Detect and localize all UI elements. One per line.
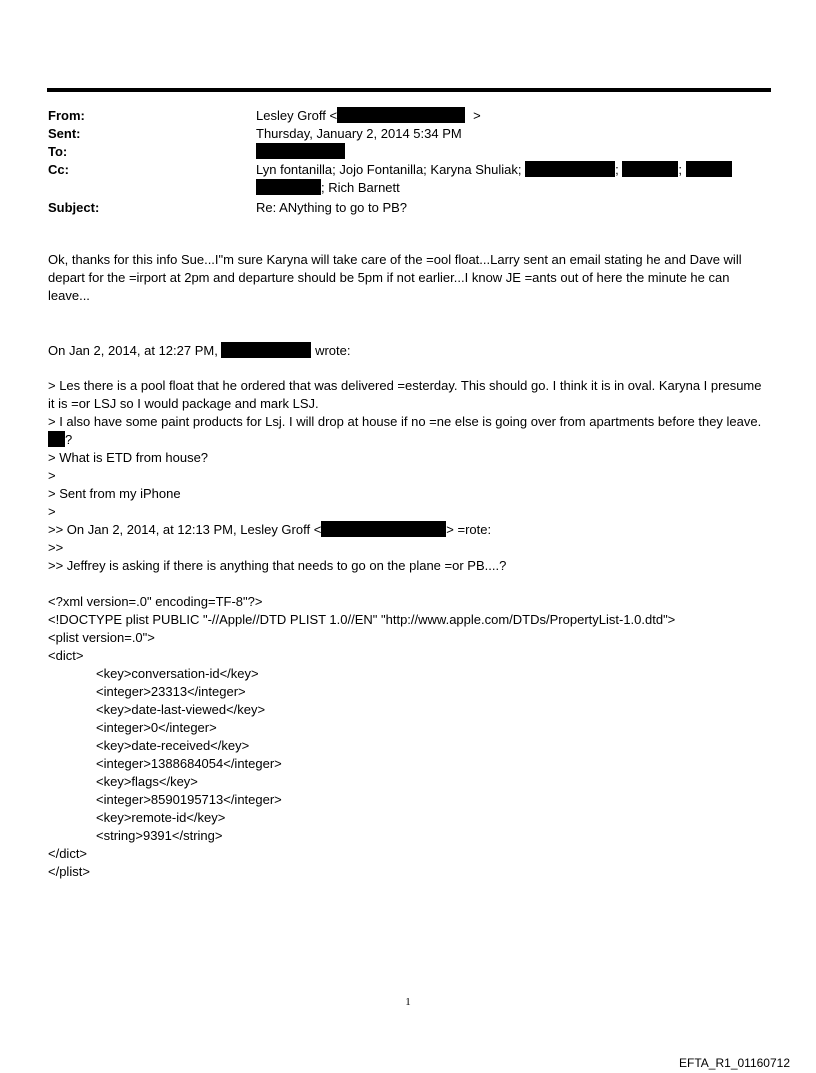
reply-suffix: wrote: [315, 343, 351, 358]
cc-value-line2 [256, 179, 400, 197]
cc-label: Cc: [48, 162, 69, 177]
quote-text-end: ? [65, 432, 73, 447]
reply-line [48, 342, 770, 360]
plist-line: <dict> [48, 648, 84, 663]
redaction [337, 107, 465, 123]
cc-names-cont: ; Rich Barnett [321, 180, 400, 195]
plist-line: </plist> [48, 864, 90, 879]
quote-line: > What is ETD from house? [48, 450, 209, 465]
plist-line: <plist version=.0"> [48, 630, 155, 645]
plist-line: <integer>23313</integer> [96, 684, 246, 699]
quote-line: >> [48, 540, 64, 555]
page-number: 1 [405, 996, 411, 1008]
from-close: > [473, 108, 481, 123]
quote-line: > Les there is a pool float that he ordered that was delivered =esterday. This should go. I think it is in oval. Karyna I presume it is =or LSJ so I would package and mark LSJ. [48, 378, 762, 411]
redaction [525, 161, 615, 177]
sent-value: Thursday, January 2, 2014 5:34 PM [256, 126, 462, 141]
plist-line: <key>date-received</key> [96, 738, 250, 753]
quote-line [48, 413, 770, 449]
plist-line: <key>conversation-id</key> [96, 666, 259, 681]
plist-block [48, 593, 770, 881]
cc-separator: ; [678, 162, 682, 177]
quote-line: > [48, 468, 56, 483]
quote-text: > I also have some paint products for Lsj. I will drop at house if no =ne else is going over from apartments before they leave. [48, 414, 762, 429]
cc-names: Lyn fontanilla; Jojo Fontanilla; Karyna Shuliak; [256, 162, 522, 177]
to-value [256, 143, 345, 161]
redaction [321, 521, 446, 537]
plist-line: <key>flags</key> [96, 774, 198, 789]
quoted-message [48, 377, 770, 575]
plist-line: </dict> [48, 846, 88, 861]
sent-label: Sent: [48, 126, 81, 141]
message-text: Ok, thanks for this info Sue...I"m sure Karyna will take care of the =ool float...Larry sent an email stating he and Dave will depart for the =irport at 2pm and departure should be 5pm if not earlier...I know JE =ants out of here the minute he can leave... [48, 252, 742, 303]
quote-text-end: > =rote: [446, 522, 492, 537]
quote-line: > [48, 504, 56, 519]
plist-line: <integer>1388684054</integer> [96, 756, 282, 771]
message-paragraph [48, 251, 770, 305]
quote-line: >> Jeffrey is asking if there is anything that needs to go on the plane =or PB....? [48, 558, 507, 573]
subject-label: Subject: [48, 200, 100, 215]
redaction [48, 431, 65, 447]
reply-prefix: On Jan 2, 2014, at 12:27 PM, [48, 343, 218, 358]
document-id: EFTA_R1_01160712 [679, 1056, 790, 1070]
redaction [256, 143, 345, 159]
to-label: To: [48, 144, 68, 159]
from-name: Lesley Groff < [256, 108, 338, 123]
quote-text: >> On Jan 2, 2014, at 12:13 PM, Lesley Groff < [48, 522, 322, 537]
plist-line: <integer>0</integer> [96, 720, 217, 735]
quote-line: > Sent from my iPhone [48, 486, 181, 501]
redaction [256, 179, 321, 195]
cc-separator: ; [615, 162, 619, 177]
from-label: From: [48, 108, 85, 123]
plist-line: <key>remote-id</key> [96, 810, 226, 825]
header-rule [47, 88, 771, 92]
redaction [221, 342, 311, 358]
quote-line [48, 521, 770, 539]
from-value [256, 107, 481, 125]
plist-line: <integer>8590195713</integer> [96, 792, 282, 807]
redaction [686, 161, 732, 177]
reply-header [48, 342, 770, 360]
plist-line: <string>9391</string> [96, 828, 223, 843]
redaction [622, 161, 678, 177]
plist-line: <!DOCTYPE plist PUBLIC "-//Apple//DTD PLIST 1.0//EN" "http://www.apple.com/DTDs/PropertyList-1.0.dtd"> [48, 612, 676, 627]
plist-line: <key>date-last-viewed</key> [96, 702, 266, 717]
cc-value-line1 [256, 161, 732, 179]
email-header [48, 107, 772, 219]
plist-line: <?xml version=.0" encoding=TF-8"?> [48, 594, 263, 609]
subject-value: Re: ANything to go to PB? [256, 200, 408, 215]
